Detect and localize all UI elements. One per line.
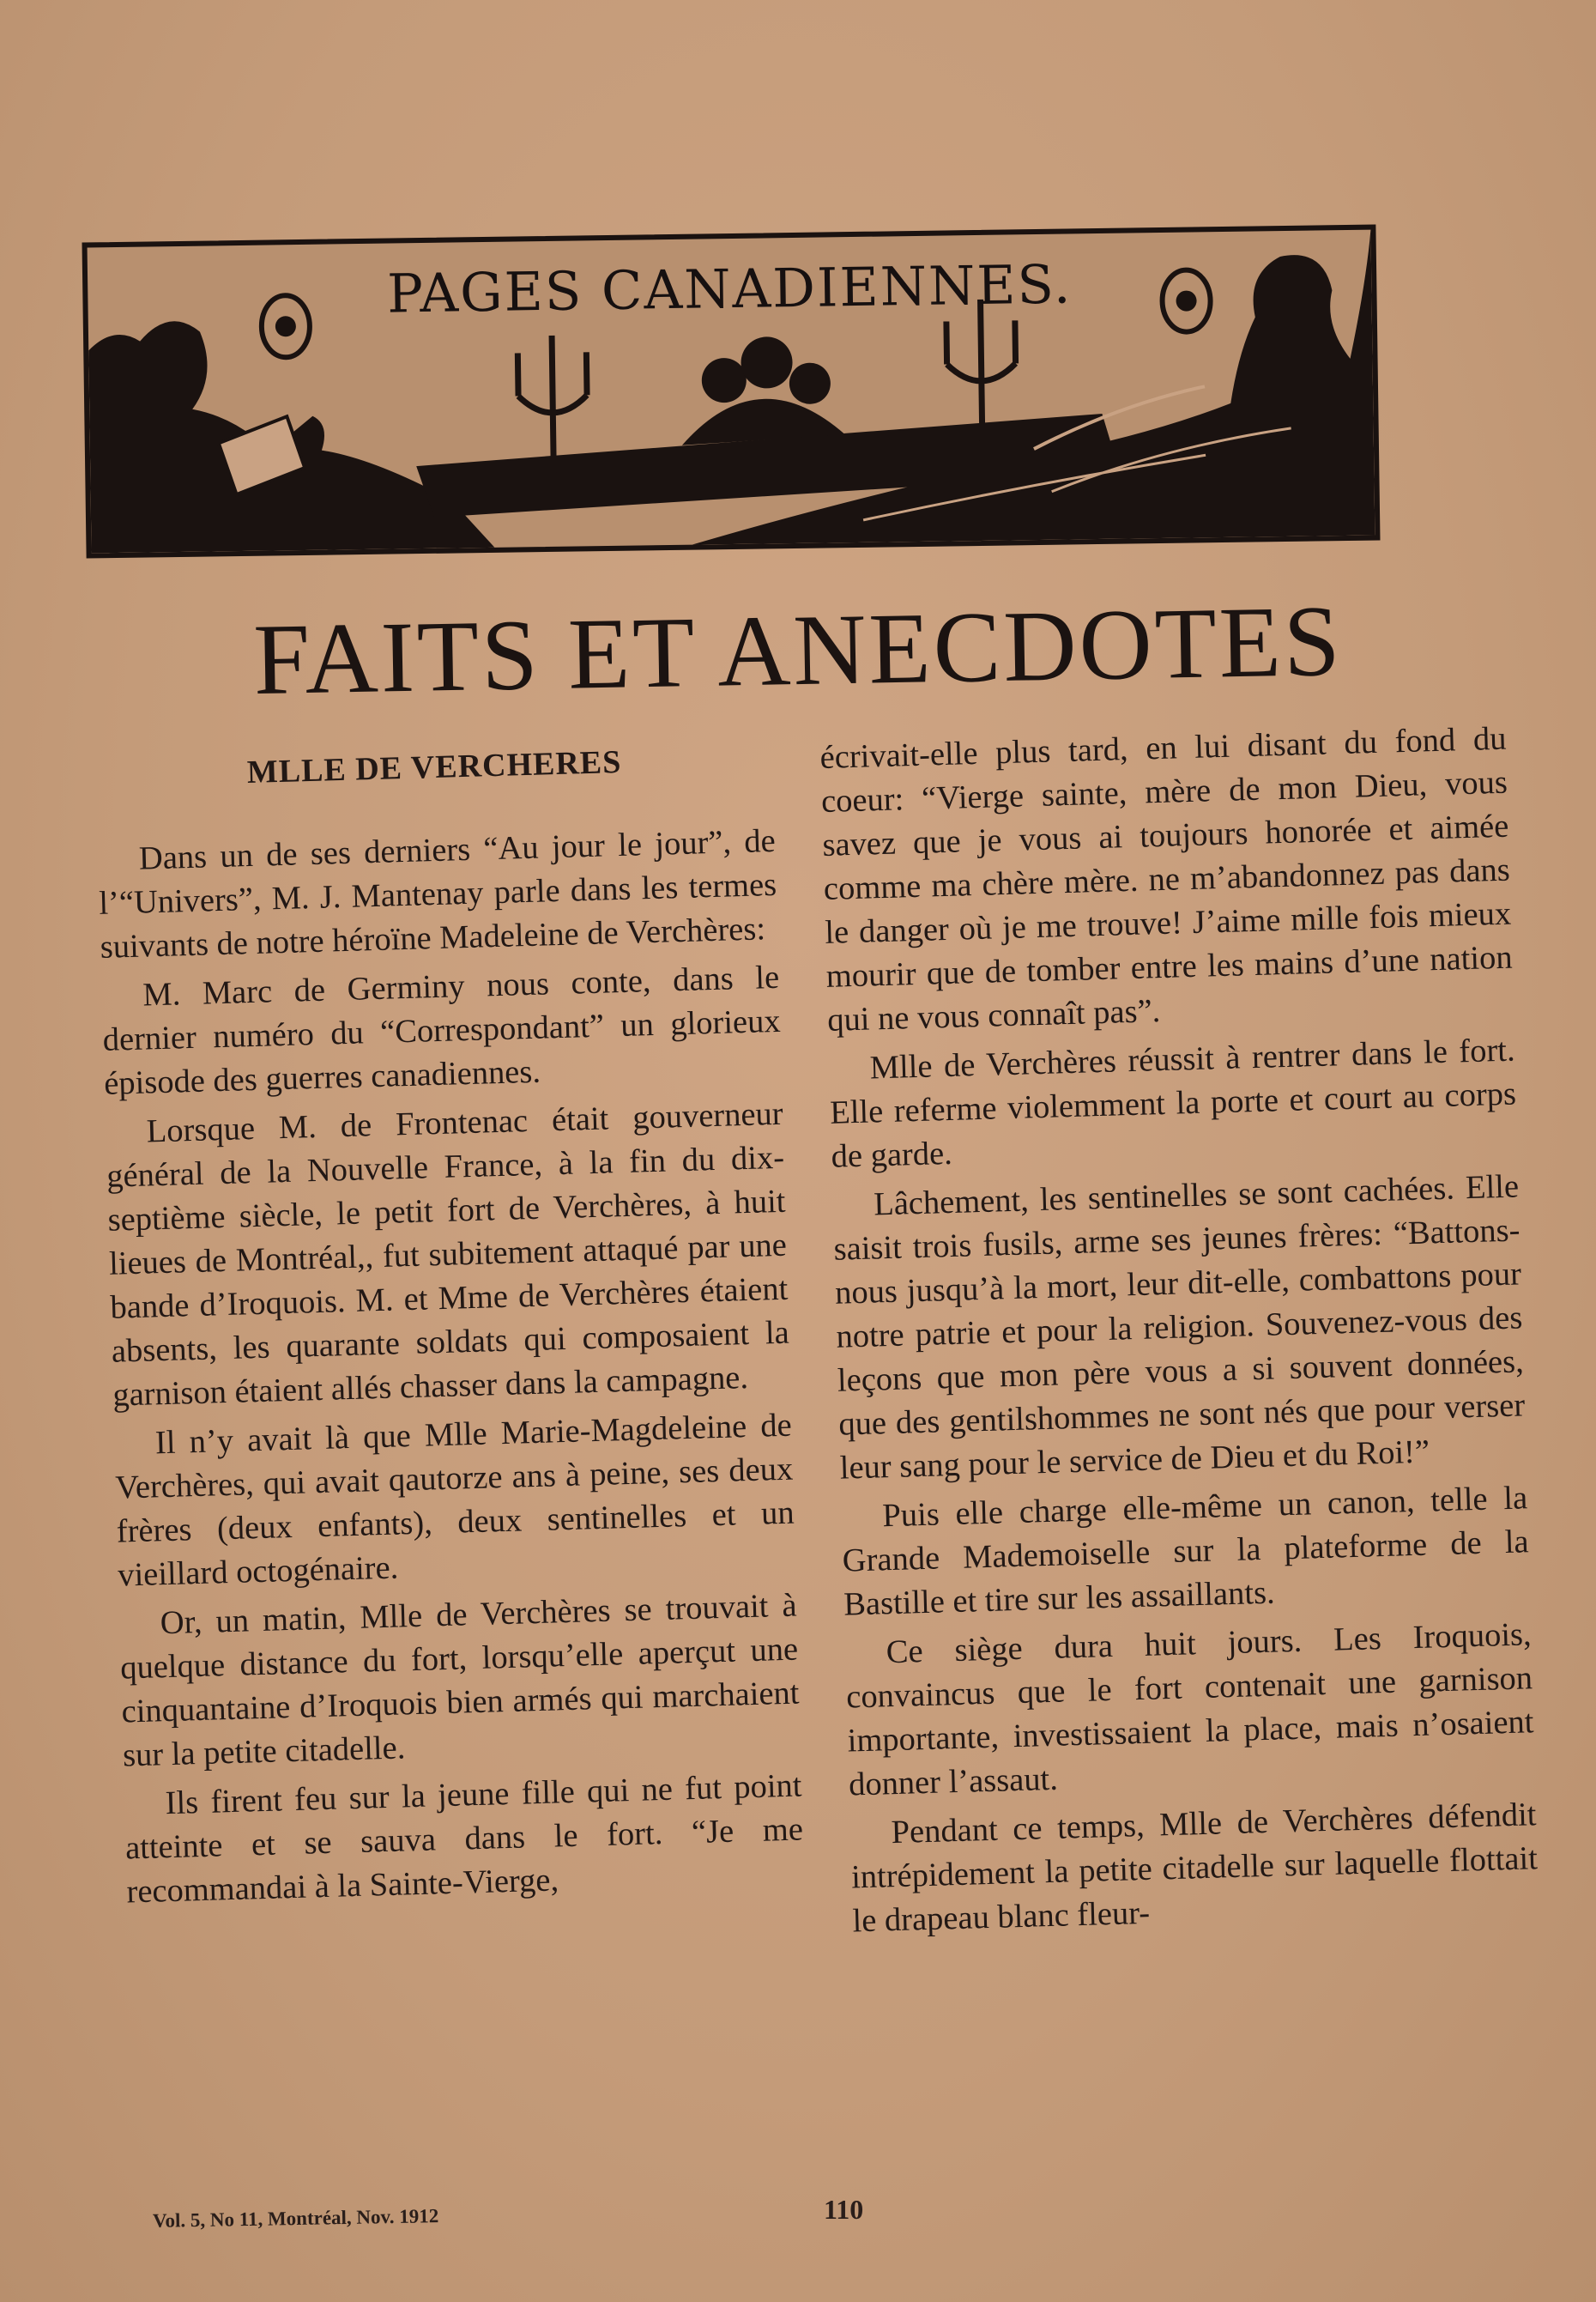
- banner-title: PAGES CANADIENNES.: [386, 252, 1073, 325]
- paragraph: Dans un de ses derniers “Au jour le jour”, de l’“Univers”, M. J. Mantenay parle dans les termes suivants de notre héroïne Madeleine de Verchères:: [98, 822, 777, 966]
- paragraph: Mlle de Verchères réussit à rentrer dans le fort. Elle referme violemment la porte et court au corps de garde.: [829, 1032, 1517, 1175]
- paragraph: Ils firent feu sur la jeune fille qui ne fut point atteinte et se sauva dans le fort. “Je me recommandai à la Sainte-Vierge,: [124, 1767, 804, 1911]
- paragraph: M. Marc de Germiny nous conte, dans le dernier numéro du “Correspondant” un glorieux épisode des guerres canadiennes.: [102, 959, 782, 1102]
- paragraph: Puis elle charge elle-même un canon, telle la Grande Mademoiselle sur la plateforme de la Bastille et tire sur les assaillants.: [842, 1480, 1530, 1623]
- page-title: FAITS ET ANECDOTES: [252, 584, 1344, 717]
- issue-info: Vol. 5, No 11, Montréal, Nov. 1912: [152, 2205, 439, 2232]
- page-number: 110: [824, 2194, 864, 2225]
- paragraph: écrivait-elle plus tard, en lui disant du fond du coeur: “Vierge sainte, mère de mon Dieu, vous savez que je vous ai toujours honorée et aimée comme ma chère mère. ne m’abandonnez pas dans le danger où je me trouve! J’aime mille fois mieux mourir que de tomber entre les mains d’une nation qui ne vous connaît pas”.: [819, 720, 1514, 1039]
- paragraph: Lorsque M. de Frontenac était gouverneur général de la Nouvelle France, à la fin du dix-septième siècle, le petit fort de Verchères, à huit lieues de Montréal,, fut subitement attaqué par une bande d’Iroquois. M. et Mme de Verchères étaient absents, les quarante soldats qui composaient la garnison étaient allés chasser dans la campagne.: [106, 1095, 790, 1414]
- paragraph: Lâchement, les sentinelles se sont cachées. Elle saisit trois fusils, arme ses jeunes frères: “Battons-nous jusqu’à la mort, leur dit-elle, combattons pour notre patrie et pour la religion. Souvenez-vous des leçons que mon père vous a si souvent données, que des gentilshommes ne sont nés que pour verser leur sang pour le service de Dieu et du Roi!”: [833, 1168, 1526, 1487]
- paragraph: Ce siège dura huit jours. Les Iroquois, convaincus que le fort contenait une garnison importante, investissaient la place, mais n’osaient donner l’assaut.: [845, 1616, 1534, 1803]
- left-column: [94, 719, 805, 1920]
- decorative-banner: [82, 224, 1381, 558]
- article-heading: MLLE DE VERCHERES: [246, 743, 622, 791]
- paragraph: Il n’y avait là que Mlle Marie-Magdeleine de Verchères, qui avait qautorze ans à peine, ses deux frères (deux enfants), deux sentinelles et un vieillard octogénaire.: [114, 1407, 795, 1594]
- right-column: [819, 718, 1539, 1949]
- paragraph: Pendant ce temps, Mlle de Verchères défendit intrépidement la petite citadelle sur laquelle flottait le drapeau blanc fleur-: [850, 1796, 1539, 1940]
- paragraph: Or, un matin, Mlle de Verchères se trouvait à quelque distance du fort, lorsqu’elle aperçut une cinquantaine d’Iroquois bien armés qui marchaient sur la petite citadelle.: [119, 1587, 800, 1774]
